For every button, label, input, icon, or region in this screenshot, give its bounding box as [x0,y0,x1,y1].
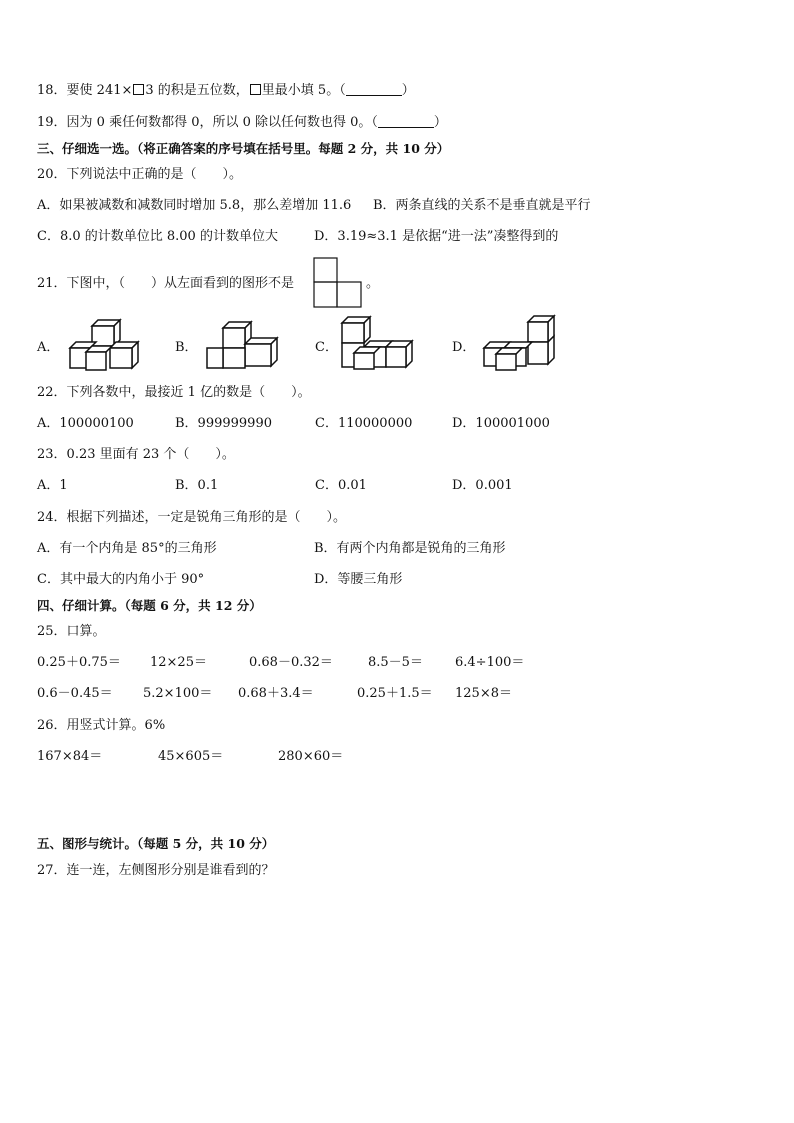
oral-calc-item: 0.25＋0.75＝ [37,655,121,670]
q20-option-d: D．3.19≈3.1 是依据“进一法”凑整得到的 [314,229,559,244]
vertical-calc-item: 167×84＝ [37,749,103,764]
question-26-stem: 26．用竖式计算。6% [37,718,166,733]
q21-option-a-cubes [66,318,144,372]
q23-option-b: B．0.1 [175,478,219,493]
q21-option-b-label: B． [175,340,198,355]
square-placeholder [250,84,261,95]
question-20-stem: 20．下列说法中正确的是（ ）。 [37,167,243,182]
question-18: 18．要使 241× 3 的积是五位数， 里最小填 5。（ ） [37,83,415,98]
answer-blank-19[interactable] [378,115,434,128]
section-5-heading: 五、图形与统计。（每题 5 分，共 10 分） [37,836,275,851]
q21-option-a-label: A． [37,340,60,355]
q21-option-d-label: D． [452,340,476,355]
oral-calc-item: 5.2×100＝ [143,686,213,701]
question-21-end: 。 [366,276,380,291]
q21-option-c-label: C． [315,340,338,355]
q20-option-b: B．两条直线的关系不是垂直就是平行 [373,198,591,213]
q21-option-b-cubes [203,318,281,372]
q22-option-d: D．100001000 [452,416,550,431]
q22-option-a: A．100000100 [37,416,134,431]
oral-calc-item: 12×25＝ [150,655,207,670]
section-3-heading: 三、仔细选一选。（将正确答案的序号填在括号里。每题 2 分，共 10 分） [37,141,450,156]
left-view-figure [313,257,363,309]
q23-option-d: D．0.001 [452,478,513,493]
q21-option-d-cubes [480,314,558,372]
question-19: 19．因为 0 乘任何数都得 0，所以 0 除以任何数也得 0。（ ） [37,115,447,130]
section-4-heading: 四、仔细计算。（每题 6 分，共 12 分） [37,598,262,613]
oral-calc-item: 125×8＝ [455,686,512,701]
q23-option-a: A．1 [37,478,68,493]
question-22-stem: 22．下列各数中，最接近 1 亿的数是（ ）。 [37,385,311,400]
q20-option-c: C．8.0 的计数单位比 8.00 的计数单位大 [37,229,278,244]
vertical-calc-item: 280×60＝ [278,749,344,764]
question-25-stem: 25．口算。 [37,624,106,639]
q24-option-b: B．有两个内角都是锐角的三角形 [314,541,506,556]
question-21-stem: 21．下图中，（ ）从左面看到的图形不是 [37,276,295,291]
oral-calc-item: 8.5－5＝ [368,655,423,670]
answer-blank-18[interactable] [346,83,402,96]
q22-option-c: C．110000000 [315,416,413,431]
square-placeholder [133,84,144,95]
q24-option-c: C．其中最大的内角小于 90° [37,572,205,587]
q23-option-c: C．0.01 [315,478,367,493]
q24-option-a: A．有一个内角是 85°的三角形 [37,541,217,556]
q22-option-b: B．999999990 [175,416,272,431]
vertical-calc-item: 45×605＝ [158,749,224,764]
oral-calc-item: 0.25＋1.5＝ [357,686,433,701]
question-23-stem: 23．0.23 里面有 23 个（ ）。 [37,447,235,462]
q20-option-a: A．如果被减数和减数同时增加 5.8，那么差增加 11.6 [37,198,352,213]
q21-option-c-cubes [336,315,414,371]
question-27-stem: 27．连一连，左侧图形分别是谁看到的？ [37,863,275,878]
oral-calc-item: 6.4÷100＝ [455,655,525,670]
oral-calc-item: 0.6－0.45＝ [37,686,113,701]
question-24-stem: 24．根据下列描述，一定是锐角三角形的是（ ）。 [37,510,347,525]
oral-calc-item: 0.68－0.32＝ [249,655,333,670]
q24-option-d: D．等腰三角形 [314,572,403,587]
oral-calc-item: 0.68＋3.4＝ [238,686,314,701]
